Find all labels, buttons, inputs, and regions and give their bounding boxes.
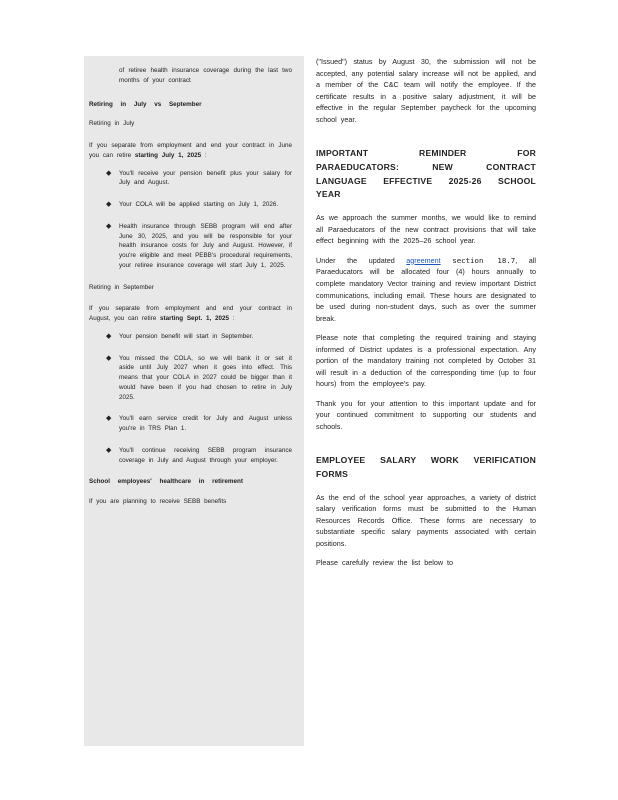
agreement-link[interactable]: agreement — [406, 255, 441, 265]
diamond-bullet-icon: ◆ — [106, 201, 112, 208]
list-item: ◆ Your pension benefit will start in September. — [89, 332, 292, 342]
retiring-july-label: Retiring in July — [89, 120, 135, 128]
list-item: ◆ You'll receive your pension benefit plus your salary for July and August. — [106, 169, 292, 187]
forms-paragraph-1: As the end of the school year approaches, a variety of district salary verification forms must be submitted to the Human Resources Records Office. These forms are necessary to substantiate specific salary payments associated with certain positions. — [316, 492, 536, 548]
reminder-paragraph-3: Please note that completing the required training and staying informed of District updates is a professional expectation. Any portion of the mandatory training not completed by October 31 will result in a deduction of the corresponding time (up to four hours) from the employee's pay. — [316, 333, 536, 389]
section-heading-forms: EMPLOYEE SALARY WORK VERIFICATION FORMS — [316, 455, 536, 479]
section-heading-reminder: IMPORTANT REMINDER FOR PARAEDUCATORS: NEW CONTRACT LANGUAGE EFFECTIVE 2025-26 SCHOOL YEAR — [316, 148, 536, 200]
sept-bullet-list — [89, 332, 292, 466]
right-main-column — [316, 56, 536, 746]
section-heading-healthcare: School employees' healthcare in retirement — [89, 478, 243, 486]
diamond-bullet-icon: ◆ — [106, 446, 112, 454]
list-item: ◆ You missed the COLA, so we will bank it or set it aside until July 2027 when it goes into effect. This means that your COLA in 2027 could be bigger than it would have been if you had chosen to retire in July 2025. — [106, 354, 292, 401]
july-intro: If you separate from employment and end your contract in June you can retire starting July 1, 2025 : — [89, 142, 292, 159]
diamond-bullet-icon: ◆ — [106, 332, 112, 340]
reminder-paragraph-4: Thank you for your attention to this important update and for your continued commitment to supporting our students and schools. — [316, 398, 536, 431]
list-item: ◆ Health insurance through SEBB program will end after June 30, 2025, and you will be responsible for your health insurance costs for July and August. However, if you're eligible and meet PEBB's procedural requirements, your retiree insurance coverage will start July 1, 2025. — [106, 222, 292, 269]
continued-paragraph: of retiree health insurance coverage during the last two months of your contract — [119, 67, 292, 84]
list-item: ◆ Your COLA will be applied starting on July 1, 2026. — [89, 200, 292, 210]
list-item: ◆ You'll continue receiving SEBB program insurance coverage in July and August through your employer. — [106, 446, 292, 464]
left-sidebar-column — [84, 56, 304, 746]
reminder-paragraph-1: As we approach the summer months, we would like to remind all Paraeducators of the new contract provisions that will take effect beginning with the 2025–26 school year. — [316, 213, 536, 246]
july-bullet-list — [89, 169, 292, 271]
trailing-paragraph: If you are planning to receive SEBB benefits — [89, 498, 227, 505]
diamond-bullet-icon: ◆ — [106, 169, 112, 177]
sept-intro: If you separate from employment and end your contract in August, you can retire starting Sept. 1, 2025 : — [89, 305, 292, 322]
reminder-paragraph-2: Under the updated agreement section 18.7, all Paraeducators will be allocated four (4) hours annually to complete mandatory Vector training and review important District communications, including email. These hours are designated to be used during non-student days, such as over the summer break. — [316, 255, 536, 323]
diamond-bullet-icon: ◆ — [106, 222, 112, 230]
diamond-bullet-icon: ◆ — [106, 415, 112, 423]
forms-paragraph-2: Please carefully review the list below to — [316, 558, 454, 568]
retiring-sept-label: Retiring in September — [89, 283, 154, 291]
diamond-bullet-icon: ◆ — [106, 354, 112, 362]
section-heading-retiring: Retiring in July vs September — [89, 100, 202, 108]
continued-paragraph: ("Issued") status by August 30, the submission will not be accepted, any potential salary increase will not be applied, and a member of the C&C team will notify the employee. If the certificate results in a positive salary adjustment, it will be effective in the regular September paycheck for the upcoming school year. — [316, 57, 536, 124]
list-item: ◆ You'll earn service credit for July and August unless you're in TRS Plan 1. — [106, 415, 292, 432]
